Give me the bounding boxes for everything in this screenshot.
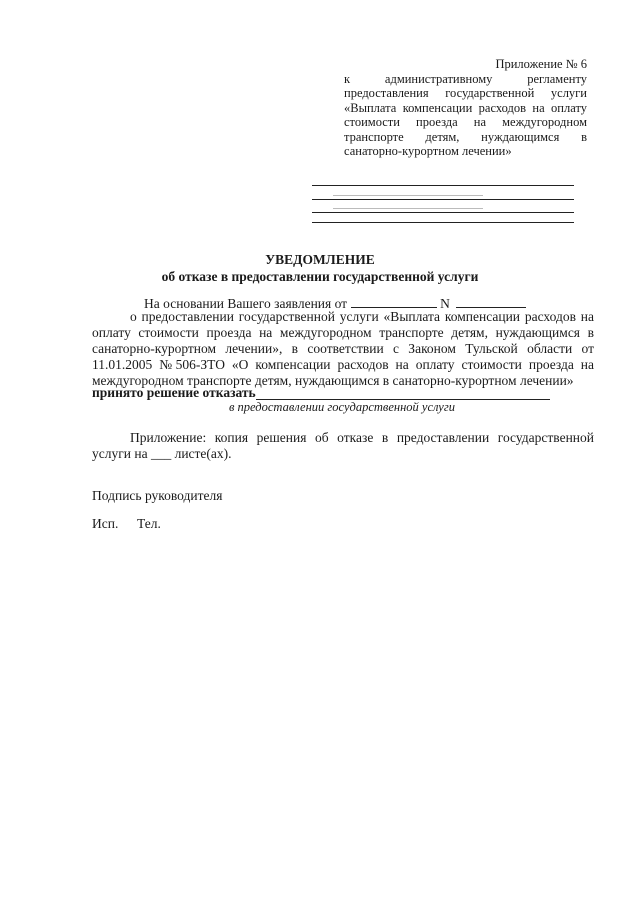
decision-label: принято решение отказать [92,385,256,400]
phone-label: Тел. [137,516,161,531]
notice-title: УВЕДОМЛЕНИЕ [265,252,375,267]
addressee-faint-line [333,208,483,209]
addressee-line [312,199,574,200]
addressee-line [312,185,574,186]
executor-label: Исп. [92,516,119,531]
application-date-blank [351,294,437,308]
appendix-text: к административному регламенту предоставления государственной услуги «Выплата компенсации расходов на оплату стоимости проезда на междугородном транспорте детям, нуждающимся в санаторно-курортном лечении» [344,71,587,158]
number-sign: N [440,296,450,311]
appendix-block [344,57,587,159]
application-number-blank [456,294,526,308]
addressee-line [312,212,574,213]
signature-label: Подпись руководителя [92,488,223,503]
basis-paragraph: о предоставлении государственной услуги «Выплата компенсации расходов на оплату стоимости проезда на междугородном транспорте детям, нуждающимся в санаторно-курортном лечении», в соответствии с Законом Тульской области от 11.01.2005 №506-ЗТО «О компенсации расходов на оплату стоимости проезда на междугородном транспорте детям, нуждающимся в санаторно-курортном лечении» [92,309,594,388]
attachment-text: Приложение: копия решения об отказе в предоставлении государственной услуги на ___ листе(ах). [92,430,594,461]
addressee-faint-line [333,195,483,196]
appendix-title: Приложение № 6 [495,57,587,71]
basis-prefix: На основании Вашего заявления от [144,296,348,311]
decision-caption: в предоставлении государственной услуги [229,400,455,414]
addressee-line [312,222,574,223]
notice-subtitle: об отказе в предоставлении государственной услуги [161,269,479,284]
